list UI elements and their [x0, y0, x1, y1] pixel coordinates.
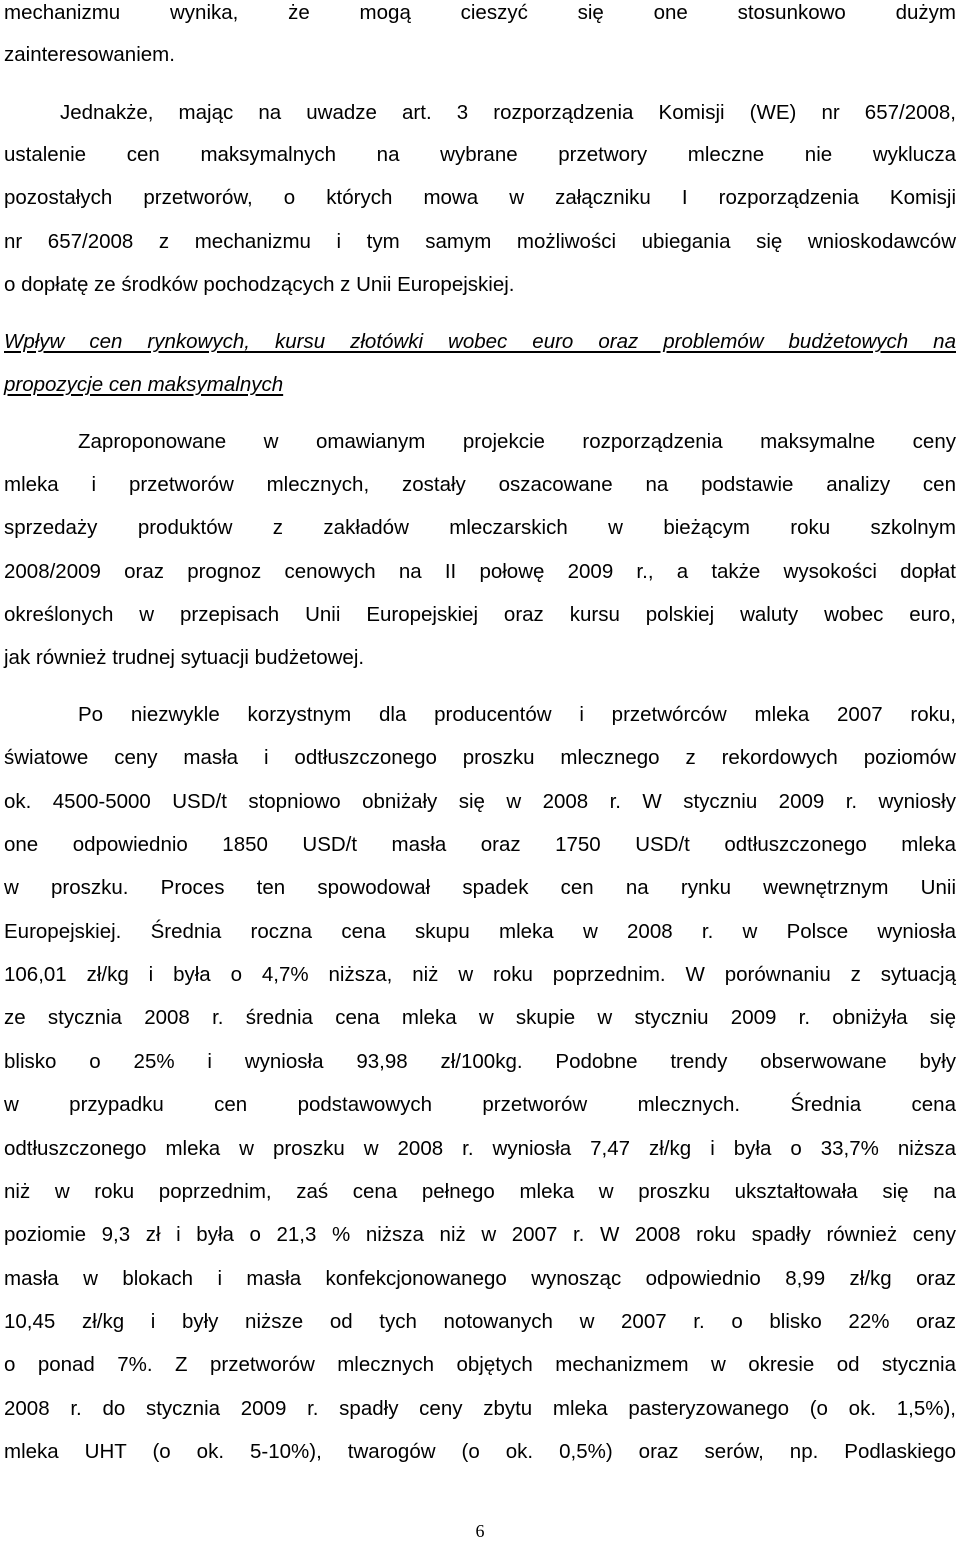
text-line: w proszku. Proces ten spowodował spadek cen na rynku wewnętrznym Unii [4, 876, 956, 899]
text-line: Europejskiej. Średnia roczna cena skupu mleka w 2008 r. w Polsce wyniosła [4, 920, 956, 943]
text-line: 10,45 zł/kg i były niższe od tych notowanych w 2007 r. o blisko 22% oraz [4, 1310, 956, 1333]
text-line: Po niezwykle korzystnym dla producentów i przetwórców mleka 2007 roku, [78, 703, 956, 726]
text-line: pozostałych przetworów, o których mowa w załączniku I rozporządzenia Komisji [4, 186, 956, 209]
text-line: jak również trudnej sytuacji budżetowej. [4, 646, 365, 669]
heading-line: Wpływ cen rynkowych, kursu złotówki wobec euro oraz problemów budżetowych na [4, 330, 956, 353]
text-line: 2008/2009 oraz prognoz cenowych na II połowę 2009 r., a także wysokości dopłat [4, 560, 956, 583]
text-line: blisko o 25% i wyniosła 93,98 zł/100kg. Podobne trendy obserwowane były [4, 1050, 956, 1073]
text-line: poziomie 9,3 zł i była o 21,3 % niższa niż w 2007 r. W 2008 roku spadły również ceny [4, 1223, 956, 1246]
text-line: w przypadku cen podstawowych przetworów mlecznych. Średnia cena [4, 1093, 956, 1116]
text-line: mechanizmu wynika, że mogą cieszyć się one stosunkowo dużym [4, 1, 956, 24]
text-line: ze stycznia 2008 r. średnia cena mleka w skupie w styczniu 2009 r. obniżyła się [4, 1006, 956, 1029]
text-line: 106,01 zł/kg i była o 4,7% niższa, niż w roku poprzednim. W porównaniu z sytuacją [4, 963, 956, 986]
text-line: one odpowiednio 1850 USD/t masła oraz 1750 USD/t odtłuszczonego mleka [4, 833, 956, 856]
text-line: nr 657/2008 z mechanizmu i tym samym możliwości ubiegania się wnioskodawców [4, 230, 956, 253]
text-line: światowe ceny masła i odtłuszczonego proszku mlecznego z rekordowych poziomów [4, 746, 956, 769]
text-line: masła w blokach i masła konfekcjonowanego wynosząc odpowiednio 8,99 zł/kg oraz [4, 1267, 956, 1290]
text-line: mleka UHT (o ok. 5-10%), twarogów (o ok. 0,5%) oraz serów, np. Podlaskiego [4, 1440, 956, 1463]
text-line: niż w roku poprzednim, zaś cena pełnego mleka w proszku ukształtowała się na [4, 1180, 956, 1203]
text-line: mleka i przetworów mlecznych, zostały oszacowane na podstawie analizy cen [4, 473, 956, 496]
text-line: zainteresowaniem. [4, 43, 175, 66]
text-line: 2008 r. do stycznia 2009 r. spadły ceny zbytu mleka pasteryzowanego (o ok. 1,5%), [4, 1397, 956, 1420]
page-number: 6 [475, 1521, 485, 1541]
text-line: odtłuszczonego mleka w proszku w 2008 r. wyniosła 7,47 zł/kg i była o 33,7% niższa [4, 1137, 956, 1160]
text-line: o dopłatę ze środków pochodzących z Unii Europejskiej. [4, 273, 515, 296]
text-line: ustalenie cen maksymalnych na wybrane przetwory mleczne nie wyklucza [4, 143, 956, 166]
text-line: Zaproponowane w omawianym projekcie rozporządzenia maksymalne ceny [78, 430, 956, 453]
text-line: o ponad 7%. Z przetworów mlecznych objętych mechanizmem w okresie od stycznia [4, 1353, 956, 1376]
text-line: określonych w przepisach Unii Europejskiej oraz kursu polskiej waluty wobec euro, [4, 603, 956, 626]
text-line: ok. 4500-5000 USD/t stopniowo obniżały się w 2008 r. W styczniu 2009 r. wyniosły [4, 790, 956, 813]
text-line: sprzedaży produktów z zakładów mleczarskich w bieżącym roku szkolnym [4, 516, 956, 539]
text-line: Jednakże, mając na uwadze art. 3 rozporządzenia Komisji (WE) nr 657/2008, [60, 101, 956, 124]
heading-line: propozycje cen maksymalnych [4, 373, 284, 396]
